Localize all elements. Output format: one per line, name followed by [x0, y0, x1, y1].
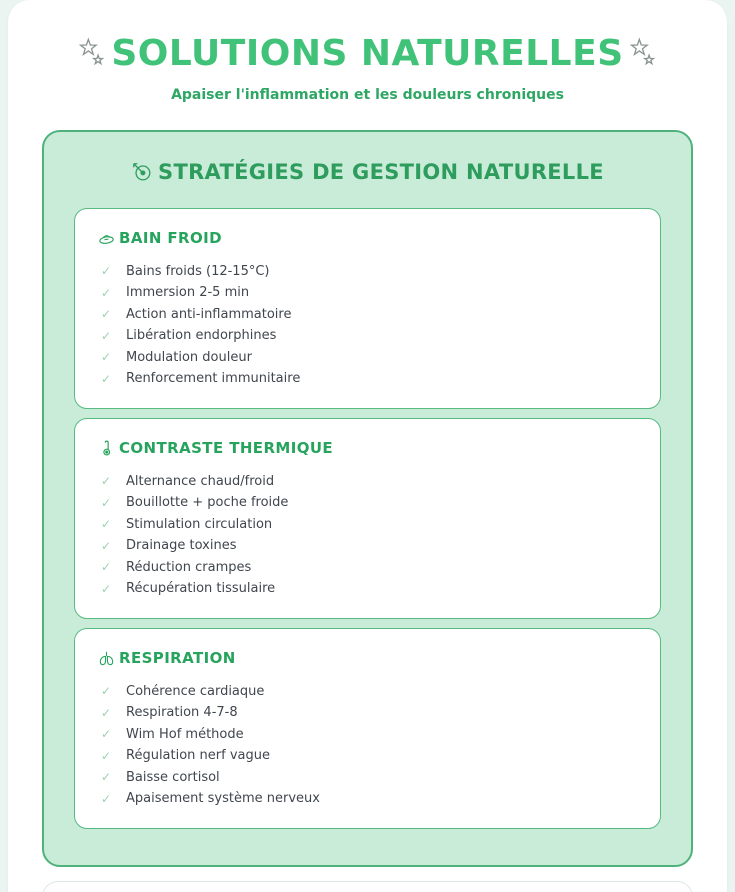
check-icon: ✓: [101, 350, 112, 365]
section-title: STRATÉGIES DE GESTION NATURELLE: [158, 159, 604, 184]
card-bain-froid: [74, 208, 661, 409]
list-item: [97, 471, 638, 493]
benefit-text: Récupération tissulaire: [126, 581, 276, 597]
check-icon: ✓: [101, 748, 112, 763]
benefit-text: Alternance chaud/froid: [126, 473, 275, 489]
section-header: [74, 160, 661, 184]
list-item: [97, 368, 638, 390]
benefit-text: Réduction crampes: [126, 559, 252, 575]
list-item: [97, 681, 638, 703]
check-icon: ✓: [101, 495, 112, 510]
check-icon: ✓: [101, 517, 112, 532]
check-icon: ✓: [101, 560, 112, 575]
benefit-list: [97, 681, 638, 810]
list-item: [97, 578, 638, 600]
benefit-text: Respiration 4-7-8: [126, 705, 238, 721]
check-icon: ✓: [101, 328, 112, 343]
lungs-icon: [97, 649, 116, 668]
page-subtitle: Apaiser l'inflammation et les douleurs chroniques: [171, 86, 564, 103]
check-icon: ✓: [101, 581, 112, 596]
list-item: [97, 702, 638, 724]
target-icon: [131, 161, 153, 183]
sparkles-icon: [628, 37, 658, 71]
card-header: [97, 649, 638, 668]
benefit-text: Cohérence cardiaque: [126, 683, 265, 699]
benefit-text: Renforcement immunitaire: [126, 371, 301, 387]
list-item: [97, 347, 638, 369]
check-icon: ✓: [101, 705, 112, 720]
thermometer-icon: [97, 439, 116, 458]
list-item: [97, 325, 638, 347]
check-icon: ✓: [101, 285, 112, 300]
benefit-text: Immersion 2-5 min: [126, 285, 250, 301]
list-item: [97, 767, 638, 789]
benefit-text: Bains froids (12-15°C): [126, 263, 270, 279]
list-item: [97, 788, 638, 810]
check-icon: ✓: [101, 770, 112, 785]
check-icon: ✓: [101, 474, 112, 489]
card-respiration: [74, 628, 661, 829]
check-icon: ✓: [101, 264, 112, 279]
card-title: CONTRASTE THERMIQUE: [119, 439, 334, 458]
benefit-text: Baisse cortisol: [126, 769, 220, 785]
list-item: [97, 514, 638, 536]
benefit-list: [97, 471, 638, 600]
benefit-text: Libération endorphines: [126, 328, 277, 344]
list-item: [97, 304, 638, 326]
benefit-text: Stimulation circulation: [126, 516, 273, 532]
list-item: [97, 535, 638, 557]
benefit-text: Drainage toxines: [126, 538, 237, 554]
card-contraste-thermique: [74, 418, 661, 619]
list-item: [97, 492, 638, 514]
next-section-partial: [42, 881, 693, 892]
strategies-panel: [42, 130, 693, 867]
benefit-list: [97, 261, 638, 390]
benefit-text: Wim Hof méthode: [126, 726, 244, 742]
card-title: RESPIRATION: [119, 649, 236, 668]
benefit-text: Régulation nerf vague: [126, 748, 270, 764]
check-icon: ✓: [101, 727, 112, 742]
list-item: [97, 261, 638, 283]
benefit-text: Action anti-inflammatoire: [126, 306, 292, 322]
page: [8, 0, 727, 892]
list-item: [97, 282, 638, 304]
check-icon: ✓: [101, 371, 112, 386]
card-header: [97, 439, 638, 458]
benefit-text: Modulation douleur: [126, 349, 252, 365]
sparkles-icon: [77, 37, 107, 71]
ice-bath-icon: [97, 229, 116, 248]
check-icon: ✓: [101, 307, 112, 322]
benefit-text: Apaisement système nerveux: [126, 791, 320, 807]
card-title: BAIN FROID: [119, 229, 222, 248]
list-item: [97, 745, 638, 767]
card-header: [97, 229, 638, 248]
page-header: [8, 0, 727, 74]
benefit-text: Bouillotte + poche froide: [126, 495, 289, 511]
check-icon: ✓: [101, 538, 112, 553]
list-item: [97, 557, 638, 579]
page-title: SOLUTIONS NATURELLES: [111, 33, 624, 74]
list-item: [97, 724, 638, 746]
check-icon: ✓: [101, 684, 112, 699]
check-icon: ✓: [101, 791, 112, 806]
